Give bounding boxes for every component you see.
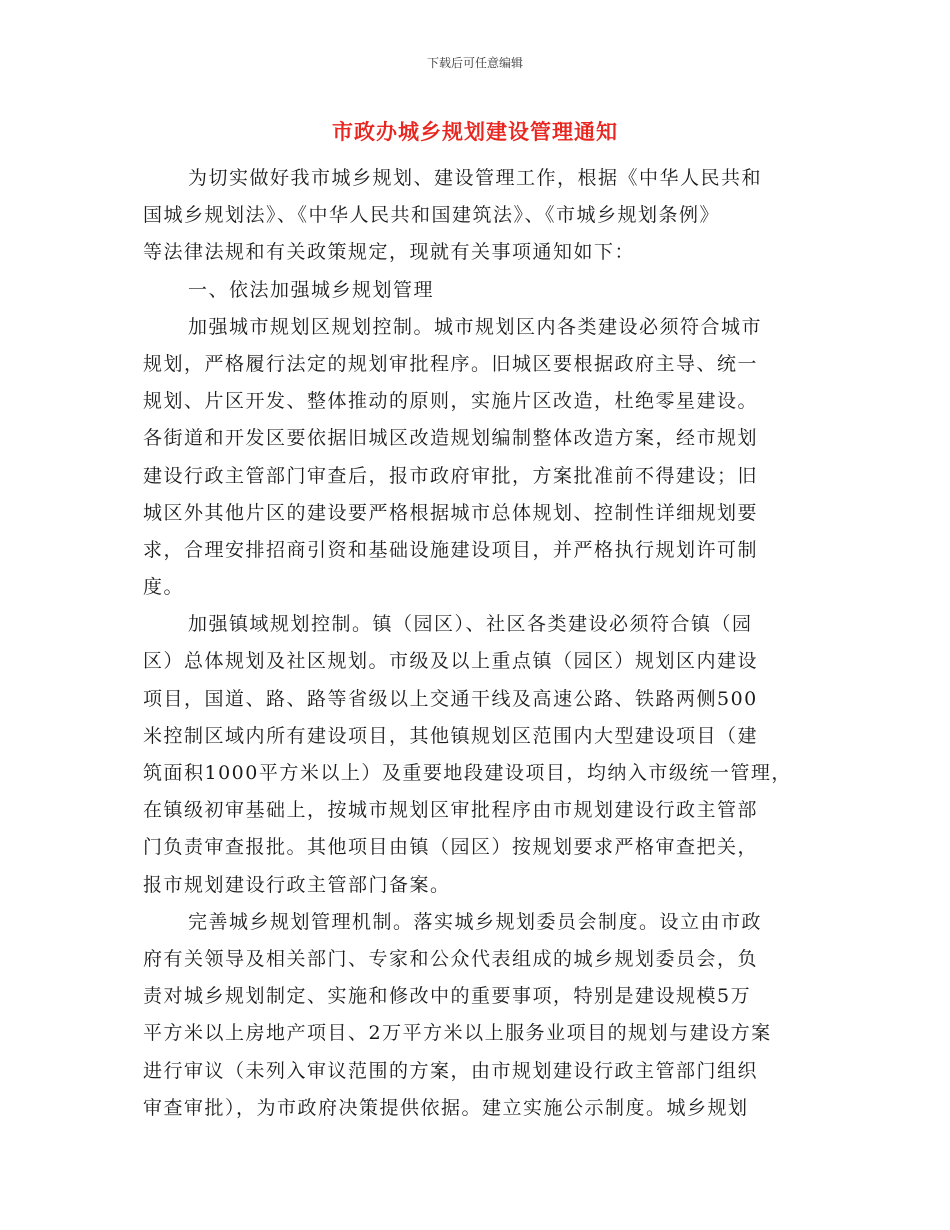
text-line: 筑面积1000平方米以上）及重要地段建设项目，均纳入市级统一管理，: [143, 762, 792, 784]
text-line: 报市规划建设行政主管部门备案。: [143, 873, 451, 896]
text-line: 城区外其他片区的建设要严格根据城市总体规划、控制性详细规划要: [143, 501, 759, 524]
text-line: 项目，国道、路、路等省级以上交通干线及高速公路、铁路两侧500: [143, 687, 758, 710]
text-line: 求，合理安排招商引资和基础设施建设项目，并严格执行规划许可制: [143, 538, 759, 561]
document-title: 市政办城乡规划建设管理通知: [332, 120, 618, 144]
text-line: 在镇级初审基础上，按城市规划区审批程序由市规划建设行政主管部: [143, 799, 759, 822]
text-line: 进行审议（未列入审议范围的方案，由市规划建设行政主管部门组织: [143, 1059, 759, 1082]
text-line: 区）总体规划及社区规划。市级及以上重点镇（园区）规划区内建设: [143, 650, 759, 673]
text-line: 等法律法规和有关政策规定，现就有关事项通知如下：: [143, 241, 636, 264]
text-line: 建设行政主管部门审查后，报市政府审批，方案批准前不得建设；旧: [143, 464, 759, 487]
text-line: 加强城市规划区规划控制。城市规划区内各类建设必须符合城市: [188, 315, 763, 338]
document-body: [143, 160, 808, 1127]
text-line: 门负责审查报批。其他项目由镇（园区）按规划要求严格审查把关，: [143, 836, 759, 859]
text-line: 加强镇域规划控制。镇（园区）、社区各类建设必须符合镇（园: [188, 613, 753, 636]
text-line: 规划、片区开发、整体推动的原则，实施片区改造，杜绝零星建设。: [143, 390, 759, 413]
text-line: 责对城乡规划制定、实施和修改中的重要事项，特别是建设规模5万: [143, 985, 752, 1008]
text-line: 国城乡规划法》、《中华人民共和国建筑法》、《市城乡规划条例》: [143, 204, 721, 227]
text-line: 各街道和开发区要依据旧城区改造规划编制整体改造方案，经市规划: [143, 427, 759, 450]
text-line: 审查审批），为市政府决策提供依据。建立实施公示制度。城乡规划: [143, 1096, 749, 1119]
text-line: 规划，严格履行法定的规划审批程序。旧城区要根据政府主导、统一: [143, 352, 759, 375]
text-line: 完善城乡规划管理机制。落实城乡规划委员会制度。设立由市政: [188, 910, 763, 933]
text-line: 府有关领导及相关部门、专家和公众代表组成的城乡规划委员会，负: [143, 947, 759, 970]
header-note: 下载后可任意编辑: [426, 56, 523, 70]
text-line: 米控制区域内所有建设项目，其他镇规划区范围内大型建设项目（建: [143, 724, 759, 747]
text-line: 度。: [143, 576, 185, 599]
text-line: 为切实做好我市城乡规划、建设管理工作，根据《中华人民共和: [188, 167, 763, 189]
text-line: 平方米以上房地产项目、2万平方米以上服务业项目的规划与建设方案: [143, 1022, 772, 1045]
text-line: 一、依法加强城乡规划管理: [188, 278, 435, 301]
